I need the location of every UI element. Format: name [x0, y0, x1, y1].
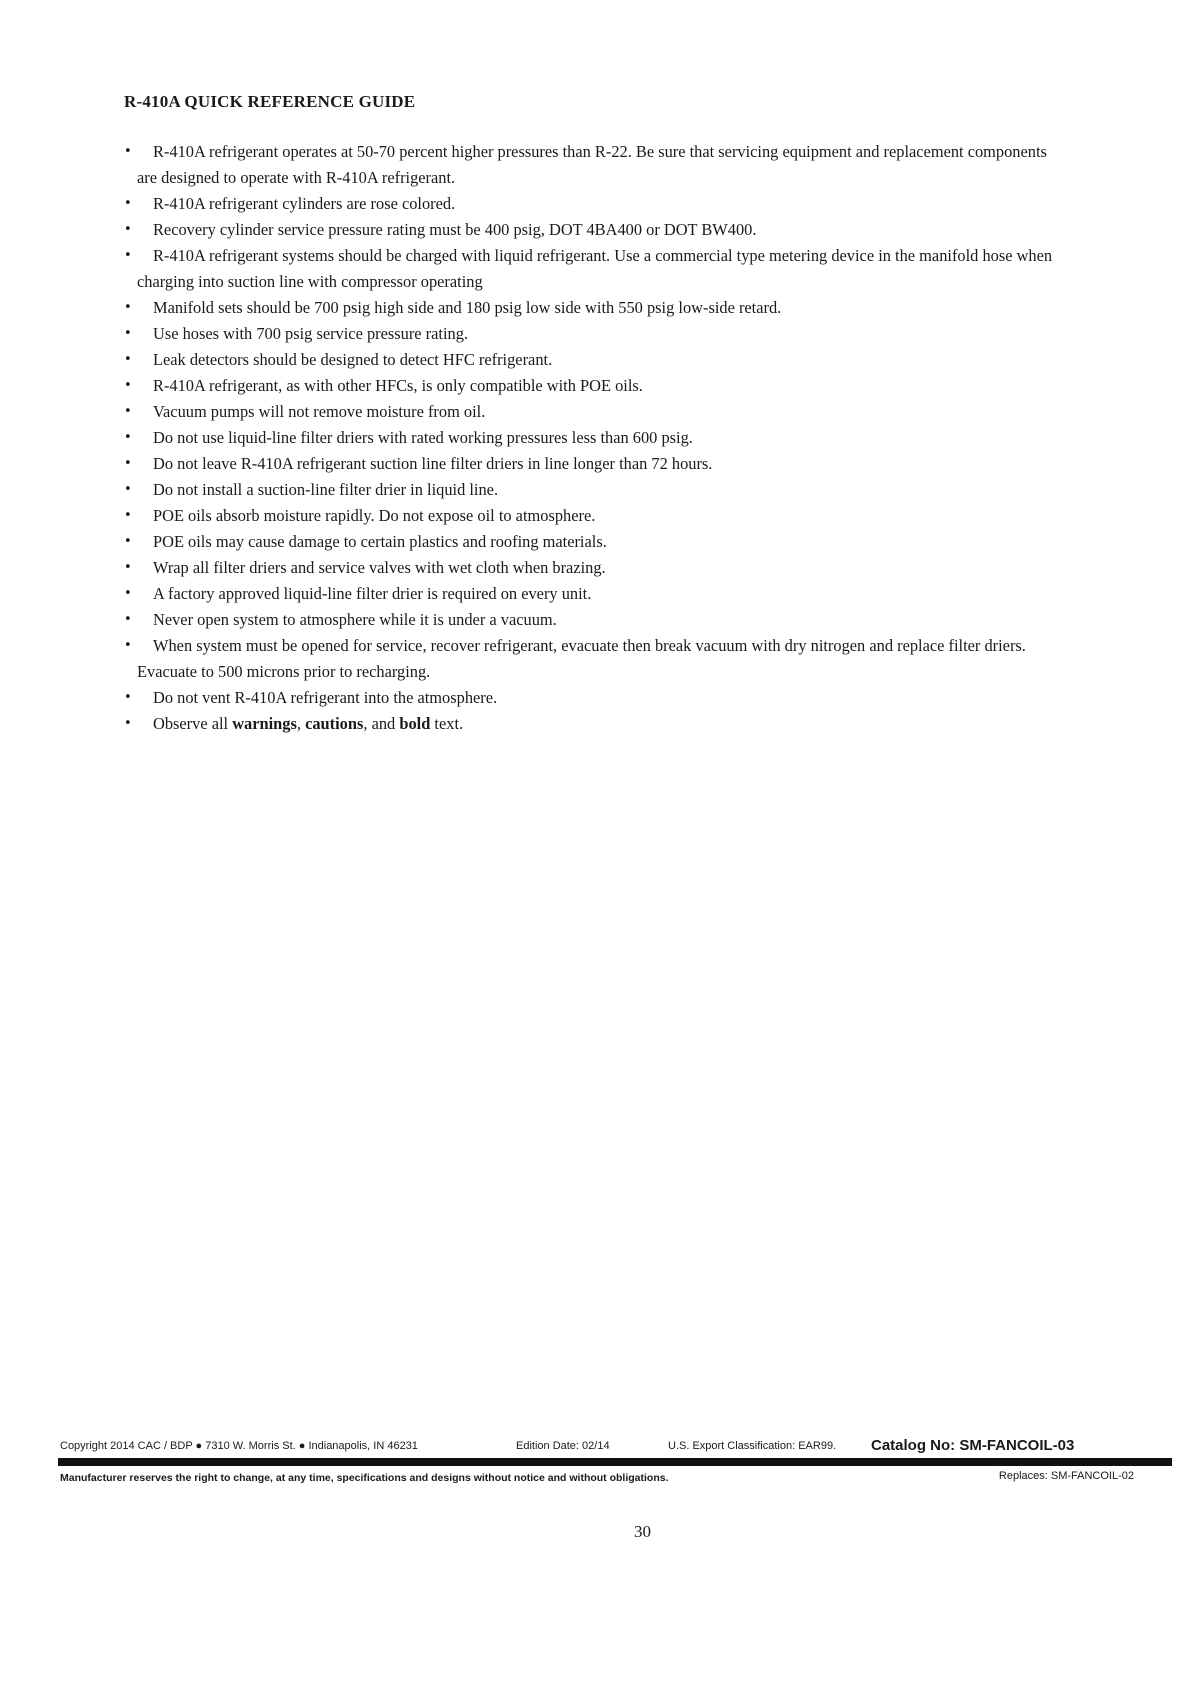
bullet-icon: • [124, 612, 132, 627]
bullet-icon: • [124, 482, 132, 497]
bullet-icon: • [124, 300, 132, 315]
list-item-text: POE oils may cause damage to certain plastics and roofing materials. [153, 532, 607, 551]
list-item [124, 295, 1064, 321]
list-item-text: R-410A refrigerant cylinders are rose colored. [153, 194, 456, 213]
list-item-text: Manifold sets should be 700 psig high side and 180 psig low side with 550 psig low-side retard. [153, 298, 782, 317]
bullet-icon: • [124, 144, 132, 159]
list-item-text: Use hoses with 700 psig service pressure rating. [153, 324, 468, 343]
bullet-icon: • [124, 352, 132, 367]
bullet-icon: • [124, 326, 132, 341]
bullet-list [124, 139, 1064, 737]
list-item-text: Do not install a suction-line filter drier in liquid line. [153, 480, 499, 499]
bullet-icon: • [124, 586, 132, 601]
list-item-text: R-410A refrigerant systems should be charged with liquid refrigerant. Use a commercial type metering device in the manifold hose when charging into suction line with compressor operating [137, 246, 1053, 291]
bullet-icon: • [124, 638, 132, 653]
catalog-number: Catalog No: SM-FANCOIL-03 [871, 1437, 1075, 1454]
list-item [124, 373, 1064, 399]
observe-prefix: Observe all [153, 714, 233, 733]
list-item [124, 399, 1064, 425]
list-item [124, 425, 1064, 451]
bullet-icon: • [124, 560, 132, 575]
bullet-icon: • [124, 404, 132, 419]
list-item [124, 711, 1064, 737]
edition-date: Edition Date: 02/14 [516, 1440, 610, 1452]
list-item-text [153, 714, 463, 733]
list-item-text: Do not vent R-410A refrigerant into the atmosphere. [153, 688, 498, 707]
observe-suffix: text. [430, 714, 464, 733]
replaces-catalog: Replaces: SM-FANCOIL-02 [998, 1470, 1134, 1482]
separator-text: , [296, 714, 306, 733]
list-item [124, 529, 1064, 555]
list-item [124, 581, 1064, 607]
copyright-notice: Copyright 2014 CAC / BDP ● 7310 W. Morris St. ● Indianapolis, IN 46231 [60, 1440, 418, 1452]
bullet-icon: • [124, 248, 132, 263]
list-item-text: R-410A refrigerant, as with other HFCs, is only compatible with POE oils. [153, 376, 643, 395]
manufacturer-disclaimer: Manufacturer reserves the right to change, at any time, specifications and designs without notice and without obligations. [60, 1472, 669, 1484]
list-item [124, 607, 1064, 633]
list-item [124, 347, 1064, 373]
list-item-text: Never open system to atmosphere while it is under a vacuum. [153, 610, 557, 629]
list-item [124, 139, 1064, 191]
bullet-icon: • [124, 430, 132, 445]
list-item-text: Vacuum pumps will not remove moisture from oil. [153, 402, 486, 421]
footer-info-row [58, 1436, 1172, 1458]
footer-rule [58, 1458, 1172, 1466]
cautions-text: cautions [305, 714, 364, 733]
bullet-icon: • [124, 534, 132, 549]
list-item-text: Do not leave R-410A refrigerant suction line filter driers in line longer than 72 hours. [153, 454, 713, 473]
bold-text: bold [399, 714, 431, 733]
list-item [124, 477, 1064, 503]
warnings-text: warnings [232, 714, 297, 733]
list-item-text: Wrap all filter driers and service valves with wet cloth when brazing. [153, 558, 606, 577]
export-classification: U.S. Export Classification: EAR99. [668, 1440, 837, 1452]
bullet-icon: • [124, 378, 132, 393]
list-item [124, 555, 1064, 581]
bullet-icon: • [124, 196, 132, 211]
bullet-icon: • [124, 508, 132, 523]
list-item-text: Do not use liquid-line filter driers with rated working pressures less than 600 psig. [153, 428, 693, 447]
list-item [124, 217, 1064, 243]
section-title: R-410A QUICK REFERENCE GUIDE [124, 92, 416, 111]
list-item-text: Recovery cylinder service pressure rating must be 400 psig, DOT 4BA400 or DOT BW400. [153, 220, 757, 239]
list-item [124, 685, 1064, 711]
list-item [124, 633, 1064, 685]
separator-text: , and [363, 714, 400, 733]
list-item-text: A factory approved liquid-line filter drier is required on every unit. [153, 584, 592, 603]
list-item [124, 451, 1064, 477]
page-number: 30 [634, 1522, 651, 1541]
bullet-icon: • [124, 456, 132, 471]
list-item [124, 503, 1064, 529]
list-item-text: Leak detectors should be designed to detect HFC refrigerant. [153, 350, 553, 369]
list-item [124, 191, 1064, 217]
list-item [124, 321, 1064, 347]
list-item-text: POE oils absorb moisture rapidly. Do not expose oil to atmosphere. [153, 506, 596, 525]
list-item-text: When system must be opened for service, recover refrigerant, evacuate then break vacuum with dry nitrogen and replace filter driers. Evacuate to 500 microns prior to recharging. [137, 636, 1026, 681]
bullet-icon: • [124, 222, 132, 237]
bullet-icon: • [124, 690, 132, 705]
page-footer [58, 1436, 1172, 1488]
bullet-icon: • [124, 716, 132, 731]
list-item-text: R-410A refrigerant operates at 50-70 percent higher pressures than R-22. Be sure that servicing equipment and replacement components are designed to operate with R-410A refrigerant. [137, 142, 1047, 187]
list-item [124, 243, 1064, 295]
